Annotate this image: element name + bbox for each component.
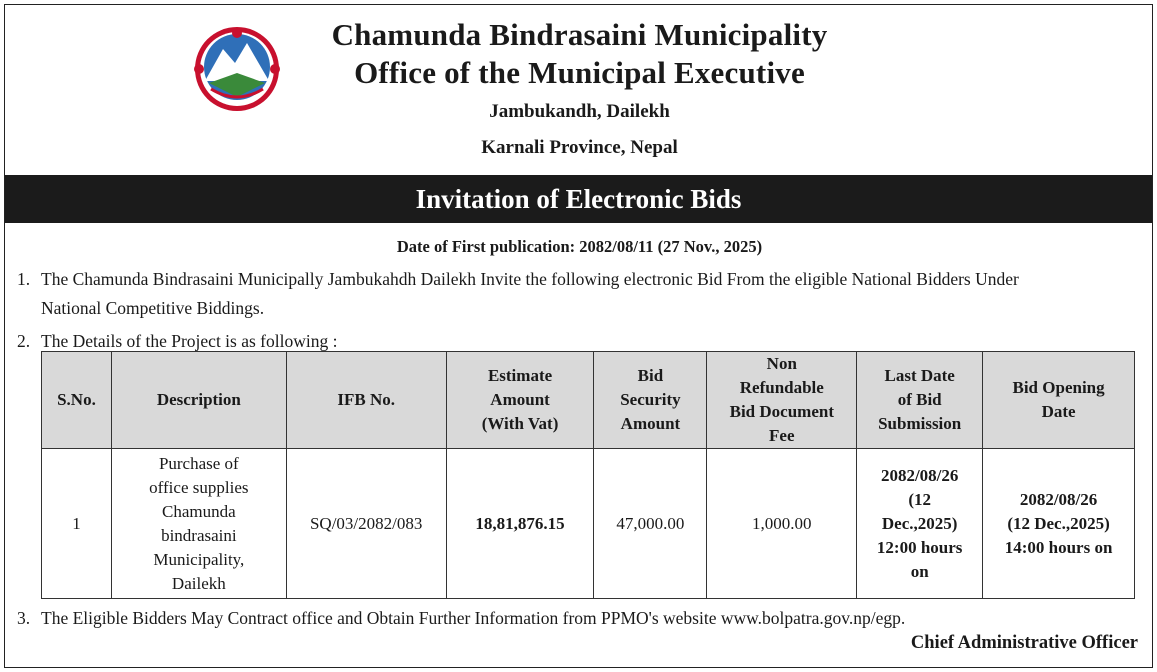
header-sno: S.No. — [42, 352, 112, 449]
cell-ifb: SQ/03/2082/083 — [286, 449, 446, 599]
cell-last-date: 2082/08/26 (12 Dec.,2025) 12:00 hours on — [857, 449, 983, 599]
header-fee: Non Refundable Bid Document Fee — [707, 352, 857, 449]
notice-header — [5, 5, 1152, 175]
table-header-row — [42, 352, 1135, 449]
paragraph-number: 3. — [17, 608, 31, 628]
notice-page — [4, 4, 1153, 668]
cell-opening-date: 2082/08/26 (12 Dec.,2025) 14:00 hours on — [983, 449, 1135, 599]
header-ifb: IFB No. — [286, 352, 446, 449]
header-description: Description — [111, 352, 286, 449]
cell-fee: 1,000.00 — [707, 449, 857, 599]
paragraph-text: The Details of the Project is as following : — [41, 331, 338, 351]
address-line-1: Jambukandh, Dailekh — [489, 101, 670, 122]
cell-estimate: 18,81,876.15 — [446, 449, 594, 599]
cell-description: Purchase of office supplies Chamunda bindrasaini Municipality, Dailekh — [111, 449, 286, 599]
municipality-name: Chamunda Bindrasaini Municipality — [331, 17, 828, 52]
cell-security: 47,000.00 — [594, 449, 707, 599]
paragraph-number: 2. — [17, 331, 31, 351]
paragraph-number: 1. — [17, 269, 31, 289]
notice-title-banner: Invitation of Electronic Bids — [5, 175, 1152, 223]
table-row — [42, 449, 1135, 599]
bid-details-table — [41, 351, 1135, 599]
paragraph-text: The Eligible Bidders May Contract office and Obtain Further Information from PPMO's website www.bolpatra.gov.np/egp. — [41, 608, 906, 628]
header-security: Bid Security Amount — [594, 352, 707, 449]
paragraph-3 — [17, 604, 1141, 633]
header-last-date: Last Date of Bid Submission — [857, 352, 983, 449]
office-name: Office of the Municipal Executive — [354, 55, 805, 90]
paragraph-1 — [17, 265, 1141, 323]
cell-sno: 1 — [42, 449, 112, 599]
publication-date: Date of First publication: 2082/08/11 (27 Nov., 2025) — [396, 237, 763, 256]
header-estimate: Estimate Amount (With Vat) — [446, 352, 594, 449]
paragraph-text: The Chamunda Bindrasaini Municipally Jambukahdh Dailekh Invite the following electronic Bid From the eligible National Bidders Under — [41, 269, 1019, 289]
signature-title: Chief Administrative Officer — [910, 633, 1138, 653]
header-opening-date: Bid Opening Date — [983, 352, 1135, 449]
address-line-2: Karnali Province, Nepal — [481, 137, 678, 158]
paragraph-text: National Competitive Biddings. — [41, 298, 265, 318]
